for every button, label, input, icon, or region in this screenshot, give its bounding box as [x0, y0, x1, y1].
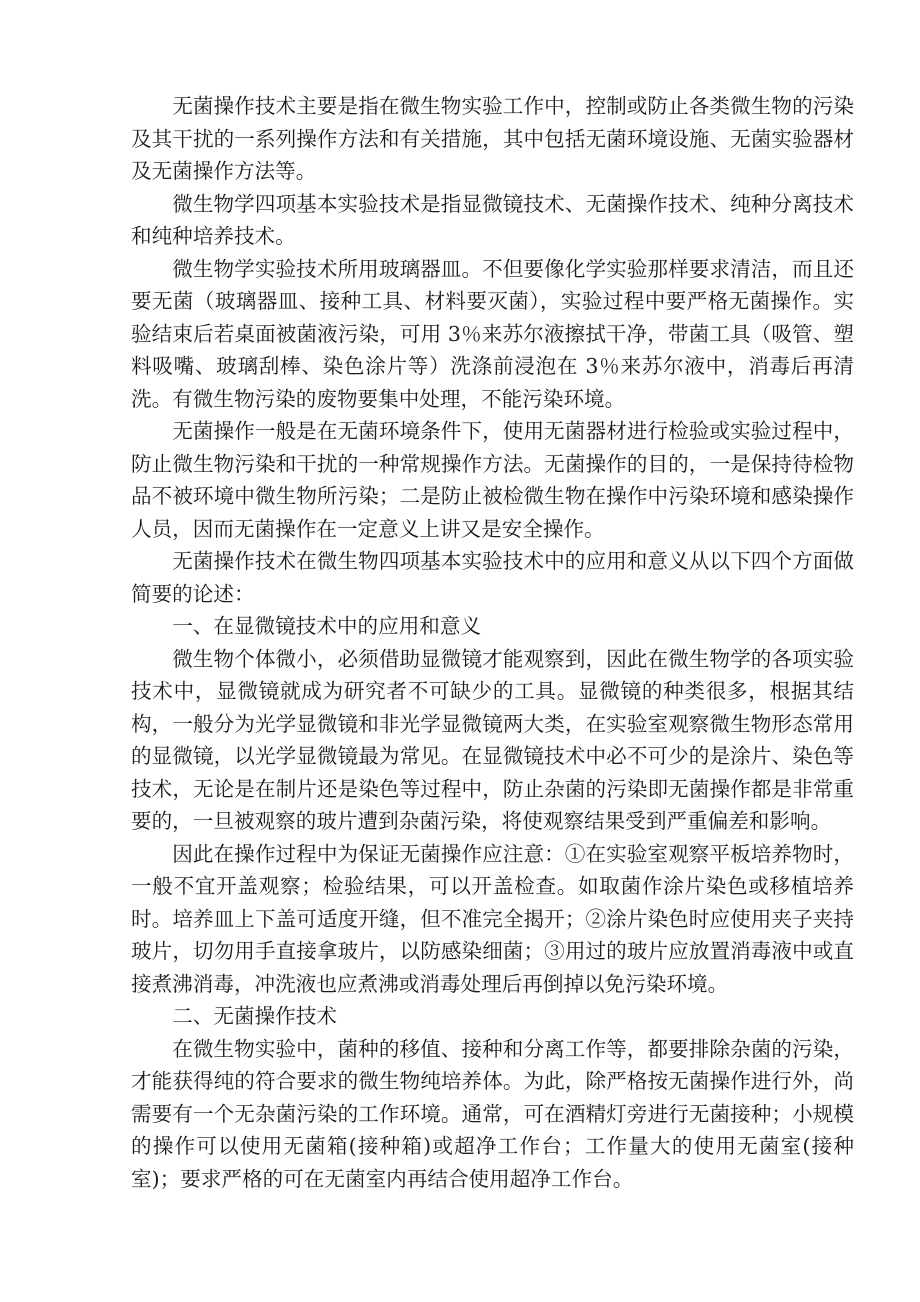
- paragraph-precautions: 因此在操作过程中为保证无菌操作应注意：①在实验室观察平板培养物时，一般不宜开盖观察；检验结果，可以开盖检查。如取菌作涂片染色或移植培养时。培养皿上下盖可适度开缝，但不准完全揭开；②涂片染色时应使用夹子夹持玻片，切勿用手直接拿玻片，以防感染细菌；③用过的玻片应放置消毒液中或直接煮沸消毒，冲洗液也应煮沸或消毒处理后再倒掉以免污染环境。: [131, 841, 854, 996]
- paragraph-aseptic-environment: 在微生物实验中，菌种的移值、接种和分离工作等，都要排除杂菌的污染，才能获得纯的符合要求的微生物纯培养体。为此，除严格按无菌操作进行外，尚需要有一个无杂菌污染的工作环境。通常，可在酒精灯旁进行无菌接种；小规模的操作可以使用无菌箱(接种箱)或超净工作台；工作量大的使用无菌室(接种室)；要求严格的可在无菌室内再结合使用超净工作台。: [131, 1036, 854, 1191]
- section-heading-aseptic-technique: 二、无菌操作技术: [172, 1004, 337, 1028]
- paragraph-four-techniques: 微生物学四项基本实验技术是指显微镜技术、无菌操作技术、纯种分离技术和纯种培养技术。: [131, 191, 854, 248]
- document-body: [131, 90, 854, 1195]
- paragraph-aseptic-definition: 无菌操作技术主要是指在微生物实验工作中，控制或防止各类微生物的污染及其干扰的一系列操作方法和有关措施，其中包括无菌环境设施、无菌实验器材及无菌操作方法等。: [131, 94, 854, 183]
- paragraph-microscopy: 微生物个体微小，必须借助显微镜才能观察到，因此在微生物学的各项实验技术中，显微镜就成为研究者不可缺少的工具。显微镜的种类很多，根据其结构，一般分为光学显微镜和非光学显微镜两大类，在实验室观察微生物形态常用的显微镜，以光学显微镜最为常见。在显微镜技术中必不可少的是涂片、染色等技术，无论是在制片还是染色等过程中，防止杂菌的污染即无菌操作都是非常重要的，一旦被观察的玻片遭到杂菌污染，将使观察结果受到严重偏差和影响。: [131, 646, 854, 833]
- section-heading-microscopy: 一、在显微镜技术中的应用和意义: [172, 614, 482, 638]
- paragraph-glassware: 微生物学实验技术所用玻璃器皿。不但要像化学实验那样要求清洁，而且还要无菌（玻璃器皿、接种工具、材料要灭菌），实验过程中要严格无菌操作。实验结束后若桌面被菌液污染，可用 3％来苏尔液擦拭干净，带菌工具（吸管、塑料吸嘴、玻璃刮棒、染色涂片等）洗涤前浸泡在 3％来苏尔液中，消毒后再清洗。有微生物污染的废物要集中处理，不能污染环境。: [131, 256, 854, 411]
- paragraph-aseptic-operation: 无菌操作一般是在无菌环境条件下，使用无菌器材进行检验或实验过程中，防止微生物污染和干扰的一种常规操作方法。无菌操作的目的，一是保持待检物品不被环境中微生物所污染；二是防止被检微生物在操作中污染环境和感染操作人员，因而无菌操作在一定意义上讲又是安全操作。: [131, 419, 854, 541]
- paragraph-overview: 无菌操作技术在微生物四项基本实验技术中的应用和意义从以下四个方面做简要的论述：: [131, 549, 854, 606]
